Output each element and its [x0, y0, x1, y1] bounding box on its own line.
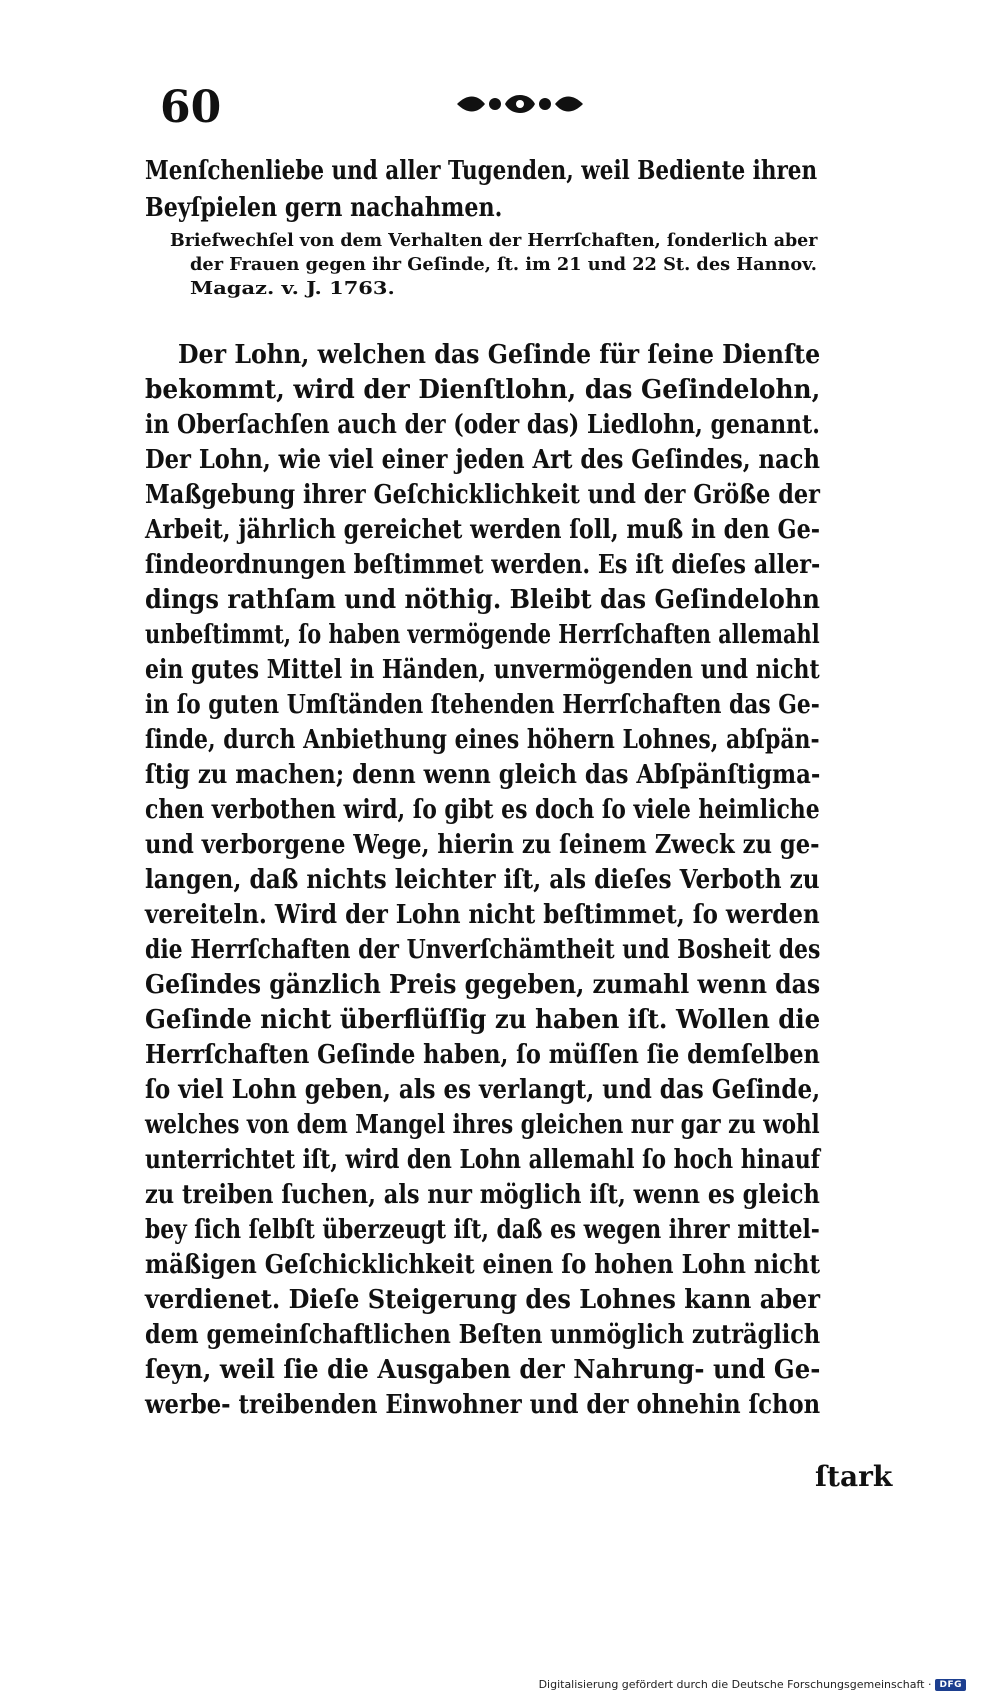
body-line: ein gutes Mittel in Händen, unvermögenden und nicht: [145, 655, 820, 685]
body-line: und verborgene Wege, hierin zu ſeinem Zweck zu ge-: [145, 830, 820, 860]
digitization-credit: [539, 1678, 966, 1691]
intro-line: Beyſpielen gern nachahmen.: [145, 193, 503, 223]
body-line: ſindeordnungen beſtimmet werden. Es iſt dieſes aller-: [145, 550, 821, 580]
body-line: die Herrſchaften der Unverſchämtheit und Bosheit des: [145, 935, 821, 965]
body-line: in Oberſachſen auch der (oder das) Liedlohn, genannt.: [145, 410, 820, 440]
body-line: vereiteln. Wird der Lohn nicht beſtimmet, ſo werden: [145, 900, 820, 930]
body-line: Der Lohn, welchen das Geſinde für ſeine Dienſte: [178, 340, 821, 370]
body-line: dings rathſam und nöthig. Bleibt das Geſindelohn: [145, 585, 820, 615]
body-line: Geſinde nicht überflüſſig zu haben iſt. Wollen die: [145, 1005, 821, 1035]
body-line: ſeyn, weil ſie die Ausgaben der Nahrung- und Ge-: [145, 1355, 821, 1385]
body-line: welches von dem Mangel ihres gleichen nur gar zu wohl: [145, 1110, 820, 1140]
body-line: mäßigen Geſchicklichkeit einen ſo hohen Lohn nicht: [145, 1250, 821, 1280]
body-line: langen, daß nichts leichter iſt, als dieſes Verboth zu: [145, 865, 820, 895]
body-line: zu treiben ſuchen, als nur möglich iſt, wenn es gleich: [145, 1180, 820, 1210]
catchword: ſtark: [815, 1460, 893, 1493]
body-line: ſo viel Lohn geben, als es verlangt, und das Geſinde,: [145, 1075, 821, 1105]
body-line: ſtig zu machen; denn wenn gleich das Abſpänſtigma-: [145, 760, 821, 790]
body-line: Arbeit, jährlich gereichet werden ſoll, muß in den Ge-: [145, 515, 821, 545]
body-line: in ſo guten Umſtänden ſtehenden Herrſchaften das Ge-: [145, 690, 820, 720]
body-line: unbeſtimmt, ſo haben vermögende Herrſchaften allemahl: [145, 620, 820, 650]
footnote-line: Briefwechſel von dem Verhalten der Herrſchaften, ſonderlich aber: [170, 230, 818, 251]
body-line: verdienet. Dieſe Steigerung des Lohnes kann aber: [145, 1285, 820, 1315]
body-line: ſinde, durch Anbiethung eines höhern Lohnes, abſpän-: [145, 725, 820, 755]
body-line: Maßgebung ihrer Geſchicklichkeit und der Größe der: [145, 480, 820, 510]
body-line: bekommt, wird der Dienſtlohn, das Geſindelohn,: [145, 375, 821, 405]
intro-line: Menſchenliebe und aller Tugenden, weil Bediente ihren: [145, 156, 818, 186]
body-line: chen verbothen wird, ſo gibt es doch ſo viele heimliche: [145, 795, 820, 825]
body-line: bey ſich ſelbſt überzeugt iſt, daß es wegen ihrer mittel-: [145, 1215, 820, 1245]
body-line: dem gemeinſchaftlichen Beſten unmöglich zuträglich: [145, 1320, 821, 1350]
credit-text: Digitalisierung gefördert durch die Deutsche Forschungsgemeinschaft ·: [538, 1678, 932, 1691]
printer-ornament-icon: [455, 90, 585, 118]
footnote-line: der Frauen gegen ihr Geſinde, ſt. im 21 und 22 St. des Hannov.: [190, 254, 817, 275]
body-line: werbe- treibenden Einwohner und der ohnehin ſchon: [145, 1390, 821, 1420]
body-line: Geſindes gänzlich Preis gegeben, zumahl wenn das: [145, 970, 821, 1000]
dfg-logo-icon: DFG: [935, 1679, 966, 1691]
body-line: Herrſchaften Geſinde haben, ſo müſſen ſie demſelben: [145, 1040, 820, 1070]
footnote-line: Magaz. v. J. 1763.: [190, 278, 395, 299]
page-number: 60: [160, 82, 222, 133]
body-line: unterrichtet iſt, wird den Lohn allemahl ſo hoch hinauf: [145, 1145, 821, 1175]
body-line: Der Lohn, wie viel einer jeden Art des Geſindes, nach: [145, 445, 820, 475]
